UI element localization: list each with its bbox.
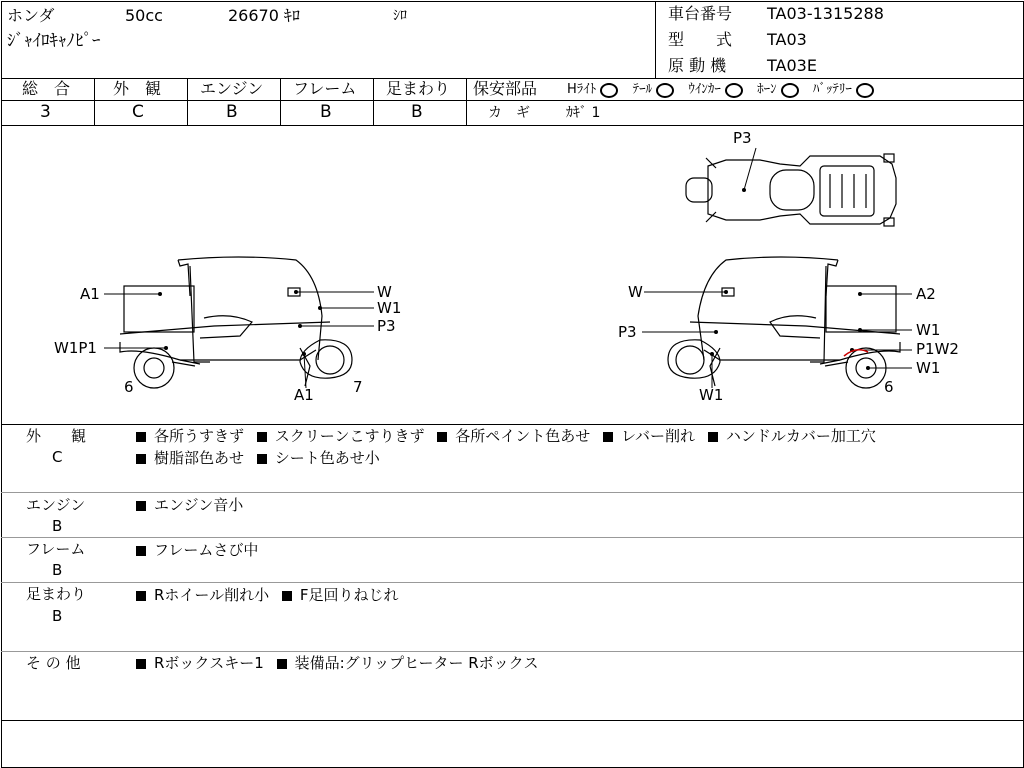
grade-divider <box>280 78 281 126</box>
bullet-icon <box>136 591 146 601</box>
remark-item: レバー削れ <box>621 427 696 445</box>
remark-item: シート色あせ小 <box>274 449 380 467</box>
safety-items <box>567 81 884 99</box>
damage-diagram <box>0 126 1024 424</box>
remark-item: フレームさび中 <box>154 541 259 559</box>
remark-item: F足回りねじれ <box>299 586 399 604</box>
model-name: ｼﾞｬｲﾛｷｬﾉﾋﾟｰ <box>7 31 101 51</box>
remark-line-exterior-2 <box>136 447 380 469</box>
remark-item: Rホイール削れ小 <box>154 586 270 604</box>
remark-label-frame: フレーム <box>26 540 86 558</box>
remark-item: 各所ペイント色あせ <box>455 427 591 445</box>
remark-bottom-line <box>1 720 1023 721</box>
diagram-label-p3-right: P3 <box>618 323 637 341</box>
grade-label-engine: エンジン <box>200 79 264 98</box>
diagram-label-top-p3: P3 <box>733 129 752 147</box>
bullet-icon <box>136 659 146 669</box>
top-view-scooter <box>686 154 896 226</box>
safety-label: 保安部品 <box>473 79 538 98</box>
remark-divider <box>1 537 1023 538</box>
diagram-label-w1-right: W1 <box>916 321 941 339</box>
safety-item-name: ﾎｰﾝ <box>757 82 777 97</box>
grade-mid-line <box>1 100 1023 101</box>
remark-item: Rボックスキー1 <box>154 654 264 672</box>
safety-item-name: ｳｲﾝｶｰ <box>688 82 721 97</box>
ok-mark-icon <box>656 83 674 98</box>
type-label: 型 式 <box>668 30 733 49</box>
diagram-label-7: 7 <box>353 378 363 396</box>
diagram-label-6-right: 6 <box>884 378 894 396</box>
grade-divider <box>373 78 374 126</box>
key-label: カ ギ <box>488 105 530 121</box>
remark-item: 各所うすきず <box>154 427 245 445</box>
remark-line-frame <box>136 539 258 561</box>
frame-number-value: TA03-1315288 <box>767 4 884 23</box>
ok-mark-icon <box>781 83 799 98</box>
remark-grade-exterior: C <box>52 448 63 466</box>
bullet-icon <box>136 454 146 464</box>
grade-value-overall: 3 <box>40 102 51 122</box>
body-color: ｼﾛ <box>393 8 407 24</box>
safety-item-tail <box>633 81 675 99</box>
damage-points <box>158 188 870 370</box>
remark-divider <box>1 492 1023 493</box>
diagram-label-w1-left: W1 <box>377 299 402 317</box>
safety-item-headlight <box>567 81 618 99</box>
diagram-label-p1w2: P1W2 <box>916 340 959 358</box>
remark-label-suspension: 足まわり <box>26 585 87 603</box>
remark-grade-suspension: B <box>52 607 63 625</box>
engine-cc: 50cc <box>125 6 163 25</box>
remark-item: スクリーンこすりきず <box>274 427 425 445</box>
bullet-icon <box>437 432 447 442</box>
remark-grade-frame: B <box>52 561 63 579</box>
remark-label-engine: エンジン <box>26 496 86 514</box>
remark-item: エンジン音小 <box>154 496 244 514</box>
bullet-icon <box>136 501 146 511</box>
safety-item-winker <box>688 81 743 99</box>
safety-item-name: ﾊﾞｯﾃﾘｰ <box>812 82 852 97</box>
bullet-icon <box>257 432 267 442</box>
key-value: ｶｷﾞ 1 <box>566 105 601 121</box>
safety-item-name: Hﾗｲﾄ <box>567 82 597 97</box>
grade-label-exterior: 外 観 <box>113 79 162 98</box>
bullet-icon <box>603 432 613 442</box>
bullet-icon <box>136 432 146 442</box>
safety-item-battery <box>813 81 874 99</box>
safety-item-horn <box>757 81 799 99</box>
grade-value-frame: B <box>320 102 332 122</box>
mileage: 26670 ｷﾛ <box>228 6 300 25</box>
safety-item-name: ﾃｰﾙ <box>632 82 653 97</box>
diagram-label-w1b-right: W1 <box>916 359 941 377</box>
engine-model-label: 原 動 機 <box>668 56 727 75</box>
bullet-icon <box>282 591 292 601</box>
diagram-label-w-left: W <box>377 283 392 301</box>
remark-line-exterior-1 <box>136 425 876 447</box>
leader-lines <box>104 148 912 388</box>
ok-mark-icon <box>856 83 874 98</box>
bullet-icon <box>708 432 718 442</box>
frame-number-label: 車台番号 <box>668 4 733 23</box>
right-side-scooter <box>668 257 900 388</box>
diagram-label-6-left: 6 <box>124 378 134 396</box>
diagram-label-w1-bottom: W1 <box>699 386 724 404</box>
remark-line-engine <box>136 494 243 516</box>
remark-item: ハンドルカバー加工穴 <box>725 427 876 445</box>
diagram-label-a2: A2 <box>916 285 936 303</box>
diagram-label-a1-bottom: A1 <box>294 386 314 404</box>
remark-item: 装備品:グリップヒーター Rボックス <box>294 654 539 672</box>
bullet-icon <box>136 546 146 556</box>
grade-value-exterior: C <box>132 102 144 122</box>
maker: ホンダ <box>7 6 55 25</box>
remark-label-other: そ の 他 <box>26 654 81 672</box>
grade-label-frame: フレーム <box>293 79 357 98</box>
left-side-scooter <box>120 257 352 388</box>
ok-mark-icon <box>725 83 743 98</box>
remark-grade-engine: B <box>52 517 63 535</box>
grade-label-overall: 総 合 <box>22 79 71 98</box>
bullet-icon <box>277 659 287 669</box>
grade-divider <box>187 78 188 126</box>
type-value: TA03 <box>767 30 807 49</box>
diagram-label-w-right: W <box>628 283 643 301</box>
engine-model-value: TA03E <box>767 56 817 75</box>
grade-label-suspension: 足まわり <box>386 79 451 98</box>
diagram-label-p3-left: P3 <box>377 317 396 335</box>
remark-line-other <box>136 652 539 674</box>
grade-value-engine: B <box>226 102 238 122</box>
grade-divider <box>94 78 95 126</box>
grade-divider <box>466 78 467 126</box>
remark-line-suspension <box>136 584 399 606</box>
grade-value-suspension: B <box>411 102 423 122</box>
ok-mark-icon <box>600 83 618 98</box>
remark-label-exterior: 外 観 <box>26 427 87 445</box>
header-divider <box>655 1 656 78</box>
diagram-label-a1: A1 <box>80 285 100 303</box>
diagram-label-w1p1: W1P1 <box>54 339 97 357</box>
bullet-icon <box>257 454 267 464</box>
remark-divider <box>1 582 1023 583</box>
remark-item: 樹脂部色あせ <box>154 449 245 467</box>
